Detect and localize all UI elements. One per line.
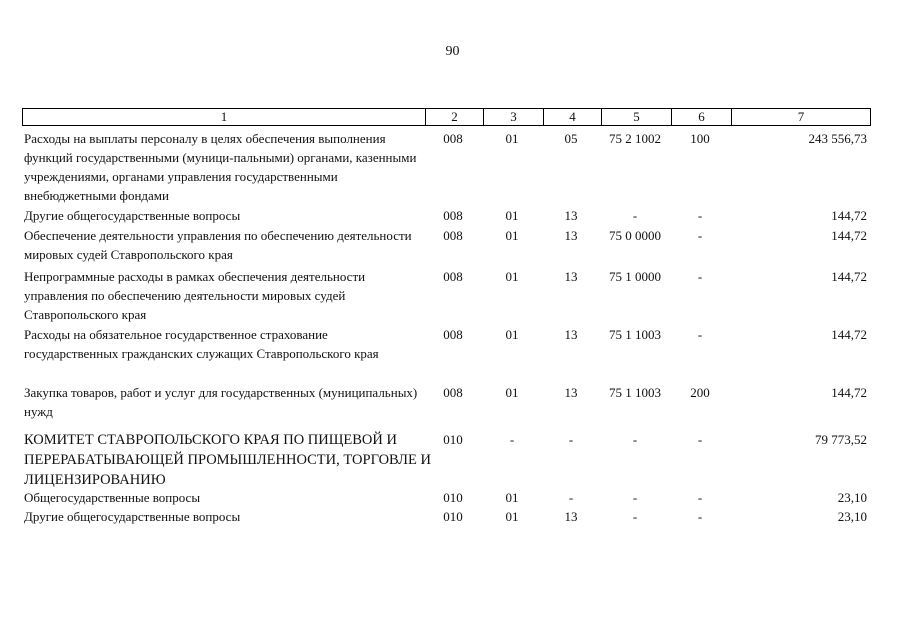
row-code-2: 008 bbox=[443, 269, 463, 284]
row-name: Другие общегосударственные вопросы bbox=[24, 208, 241, 223]
row-code-6: - bbox=[697, 509, 703, 524]
row-code-6: - bbox=[697, 228, 703, 243]
row-code-3: 01 bbox=[505, 490, 519, 505]
row-amount: 144,72 bbox=[831, 385, 867, 400]
row-code-2: 010 bbox=[443, 509, 463, 524]
row-code-4: 13 bbox=[564, 208, 578, 223]
row-code-5: 75 1 0000 bbox=[609, 269, 661, 284]
row-name: КОМИТЕТ СТАВРОПОЛЬСКОГО КРАЯ ПО ПИЩЕВОЙ И ПЕРЕРАБАТЫВАЮЩЕЙ ПРОМЫШЛЕННОСТИ, ТОРГОВЛЕ И ЛИЦЕНЗИРОВАНИЮ bbox=[24, 432, 431, 488]
row-name: Общегосударственные вопросы bbox=[24, 490, 201, 505]
row-code-2: 008 bbox=[443, 385, 463, 400]
row-code-2: 010 bbox=[443, 432, 463, 447]
header-col-6: 6 bbox=[671, 109, 731, 125]
table-header bbox=[22, 108, 871, 126]
row-code-4: 13 bbox=[564, 269, 578, 284]
row-amount: 144,72 bbox=[831, 228, 867, 243]
row-code-6: - bbox=[697, 269, 703, 284]
row-code-5: - bbox=[632, 509, 638, 524]
row-code-2: 010 bbox=[443, 490, 463, 505]
row-name: Другие общегосударственные вопросы bbox=[24, 509, 241, 524]
row-amount: 144,72 bbox=[831, 208, 867, 223]
row-code-6: - bbox=[697, 432, 703, 447]
row-code-5: 75 1 1003 bbox=[609, 327, 661, 342]
row-amount: 144,72 bbox=[831, 269, 867, 284]
header-col-1: 1 bbox=[220, 109, 228, 124]
row-code-5: 75 0 0000 bbox=[609, 228, 661, 243]
row-code-3: 01 bbox=[505, 269, 519, 284]
header-col-5: 5 bbox=[601, 109, 671, 125]
row-amount: 79 773,52 bbox=[815, 432, 867, 447]
row-code-3: 01 bbox=[505, 131, 519, 146]
row-code-3: 01 bbox=[505, 208, 519, 223]
row-name: Закупка товаров, работ и услуг для государственных (муниципальных) нужд bbox=[24, 385, 418, 419]
row-code-4: 13 bbox=[564, 327, 578, 342]
header-col-2: 2 bbox=[425, 109, 483, 125]
row-code-3: 01 bbox=[505, 385, 519, 400]
row-code-3: - bbox=[509, 432, 515, 447]
row-code-3: 01 bbox=[505, 228, 519, 243]
row-name: Обеспечение деятельности управления по обеспечению деятельности мировых судей Ставропольского края bbox=[24, 228, 412, 262]
row-code-6: 200 bbox=[690, 385, 710, 400]
header-col-7: 7 bbox=[731, 109, 870, 125]
page-number: 90 bbox=[445, 44, 460, 59]
row-code-4: 13 bbox=[564, 228, 578, 243]
row-code-4: - bbox=[568, 490, 574, 505]
row-amount: 23,10 bbox=[837, 509, 867, 524]
header-col-4: 4 bbox=[543, 109, 601, 125]
row-code-3: 01 bbox=[505, 327, 519, 342]
row-code-4: - bbox=[568, 432, 574, 447]
row-code-6: - bbox=[697, 327, 703, 342]
row-code-3: 01 bbox=[505, 509, 519, 524]
row-code-2: 008 bbox=[443, 228, 463, 243]
row-name: Непрограммные расходы в рамках обеспечения деятельности управления по обеспечению деятельности мировых судей Ставропольского края bbox=[24, 269, 366, 322]
row-code-5: - bbox=[632, 208, 638, 223]
row-amount: 23,10 bbox=[837, 490, 867, 505]
row-amount: 144,72 bbox=[831, 327, 867, 342]
row-name: Расходы на обязательное государственное страхование государственных гражданских служащих Ставропольского края bbox=[24, 327, 379, 361]
row-code-2: 008 bbox=[443, 208, 463, 223]
row-code-5: - bbox=[632, 490, 638, 505]
row-code-5: - bbox=[632, 432, 638, 447]
row-code-4: 13 bbox=[564, 385, 578, 400]
row-code-4: 05 bbox=[564, 131, 578, 146]
row-code-6: - bbox=[697, 208, 703, 223]
header-col-3: 3 bbox=[483, 109, 543, 125]
row-code-2: 008 bbox=[443, 131, 463, 146]
row-code-2: 008 bbox=[443, 327, 463, 342]
row-code-6: - bbox=[697, 490, 703, 505]
row-code-6: 100 bbox=[690, 131, 710, 146]
row-name: Расходы на выплаты персоналу в целях обеспечения выполнения функций государственными (муници-пальными) органами, казенными учреждениями, органами управления государственными внебюджетными фондами bbox=[24, 131, 417, 203]
row-code-5: 75 2 1002 bbox=[609, 131, 661, 146]
row-code-4: 13 bbox=[564, 509, 578, 524]
row-code-5: 75 1 1003 bbox=[609, 385, 661, 400]
row-amount: 243 556,73 bbox=[808, 131, 867, 146]
